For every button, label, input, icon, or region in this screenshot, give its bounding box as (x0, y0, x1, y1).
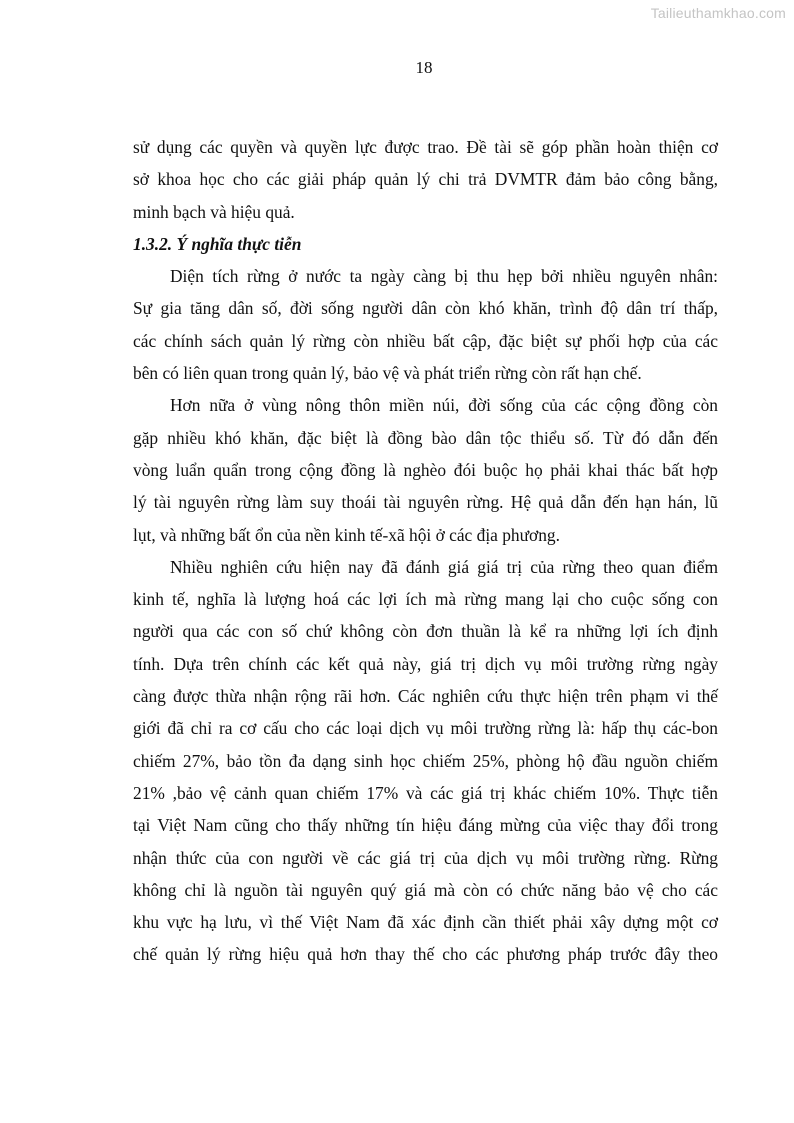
text-line: tại Việt Nam cũng cho thấy những tín hiệu đáng mừng của việc thay đổi trong (133, 815, 718, 836)
text-line: càng được thừa nhận rộng rãi hơn. Các nghiên cứu thực hiện trên phạm vi thế (133, 686, 718, 707)
text-line: Sự gia tăng dân số, đời sống người dân còn khó khăn, trình độ dân trí thấp, (133, 298, 718, 319)
text-line: bên có liên quan trong quản lý, bảo vệ và phát triển rừng còn rất hạn chế. (133, 363, 642, 384)
text-line: Diện tích rừng ở nước ta ngày càng bị thu hẹp bởi nhiều nguyên nhân: (170, 266, 718, 287)
paragraph (133, 389, 718, 550)
text-line: Nhiều nghiên cứu hiện nay đã đánh giá giá trị của rừng theo quan điểm (170, 556, 718, 577)
text-line: Hơn nữa ở vùng nông thôn miền núi, đời sống của các cộng đồng còn (170, 395, 718, 416)
text-line: kinh tế, nghĩa là lượng hoá các lợi ích mà rừng mang lại cho cuộc sống con (133, 589, 718, 610)
paragraph (133, 551, 718, 971)
page-number: 18 (415, 58, 433, 77)
text-line: các chính sách quản lý rừng còn nhiều bất cập, đặc biệt sự phối hợp của các (133, 330, 718, 351)
text-line: chiếm 27%, bảo tồn đa dạng sinh học chiếm 25%, phòng hộ đầu nguồn chiếm (133, 750, 718, 771)
document-body (133, 131, 718, 971)
text-line: gặp nhiều khó khăn, đặc biệt là đồng bào dân tộc thiểu số. Từ đó dẫn đến (133, 427, 718, 448)
text-line: sử dụng các quyền và quyền lực được trao. Đề tài sẽ góp phần hoàn thiện cơ (133, 137, 718, 157)
text-line: giới đã chỉ ra cơ cấu cho các loại dịch vụ môi trường rừng là: hấp thụ các-bon (133, 718, 718, 739)
text-line: vòng luẩn quẩn trong cộng đồng là nghèo đói buộc họ phải khai thác bất hợp (133, 459, 718, 480)
watermark-text: Tailieuthamkhao.com (650, 5, 786, 21)
text-line: lý tài nguyên rừng làm suy thoái tài nguyên rừng. Hệ quả dẫn đến hạn hán, lũ (133, 492, 718, 513)
section-heading: 1.3.2. Ý nghĩa thực tiễn (133, 233, 302, 254)
paragraph (133, 260, 718, 389)
paragraph-continuation (133, 131, 718, 228)
text-line: minh bạch và hiệu quả. (133, 201, 295, 222)
text-line: người qua các con số chứ không còn đơn thuần là kể ra những lợi ích định (133, 621, 718, 642)
text-line: không chỉ là nguồn tài nguyên quý giá mà còn có chức năng bảo vệ cho các (133, 879, 718, 900)
text-line: sở khoa học cho các giải pháp quản lý chi trả DVMTR đảm bảo công bằng, (133, 169, 718, 190)
text-line: chế quản lý rừng hiệu quả hơn thay thế cho các phương pháp trước đây theo (133, 944, 718, 965)
text-line: nhận thức của con người về các giá trị của dịch vụ môi trường rừng. Rừng (133, 847, 718, 868)
text-line: 21% ,bảo vệ cảnh quan chiếm 17% và các giá trị khác chiếm 10%. Thực tiễn (133, 782, 718, 803)
text-line: lụt, và những bất ổn của nền kinh tế-xã hội ở các địa phương. (133, 524, 560, 545)
text-line: khu vực hạ lưu, vì thế Việt Nam đã xác định cần thiết phải xây dựng một cơ (133, 912, 718, 933)
text-line: tính. Dựa trên chính các kết quả này, giá trị dịch vụ môi trường rừng ngày (133, 653, 718, 674)
